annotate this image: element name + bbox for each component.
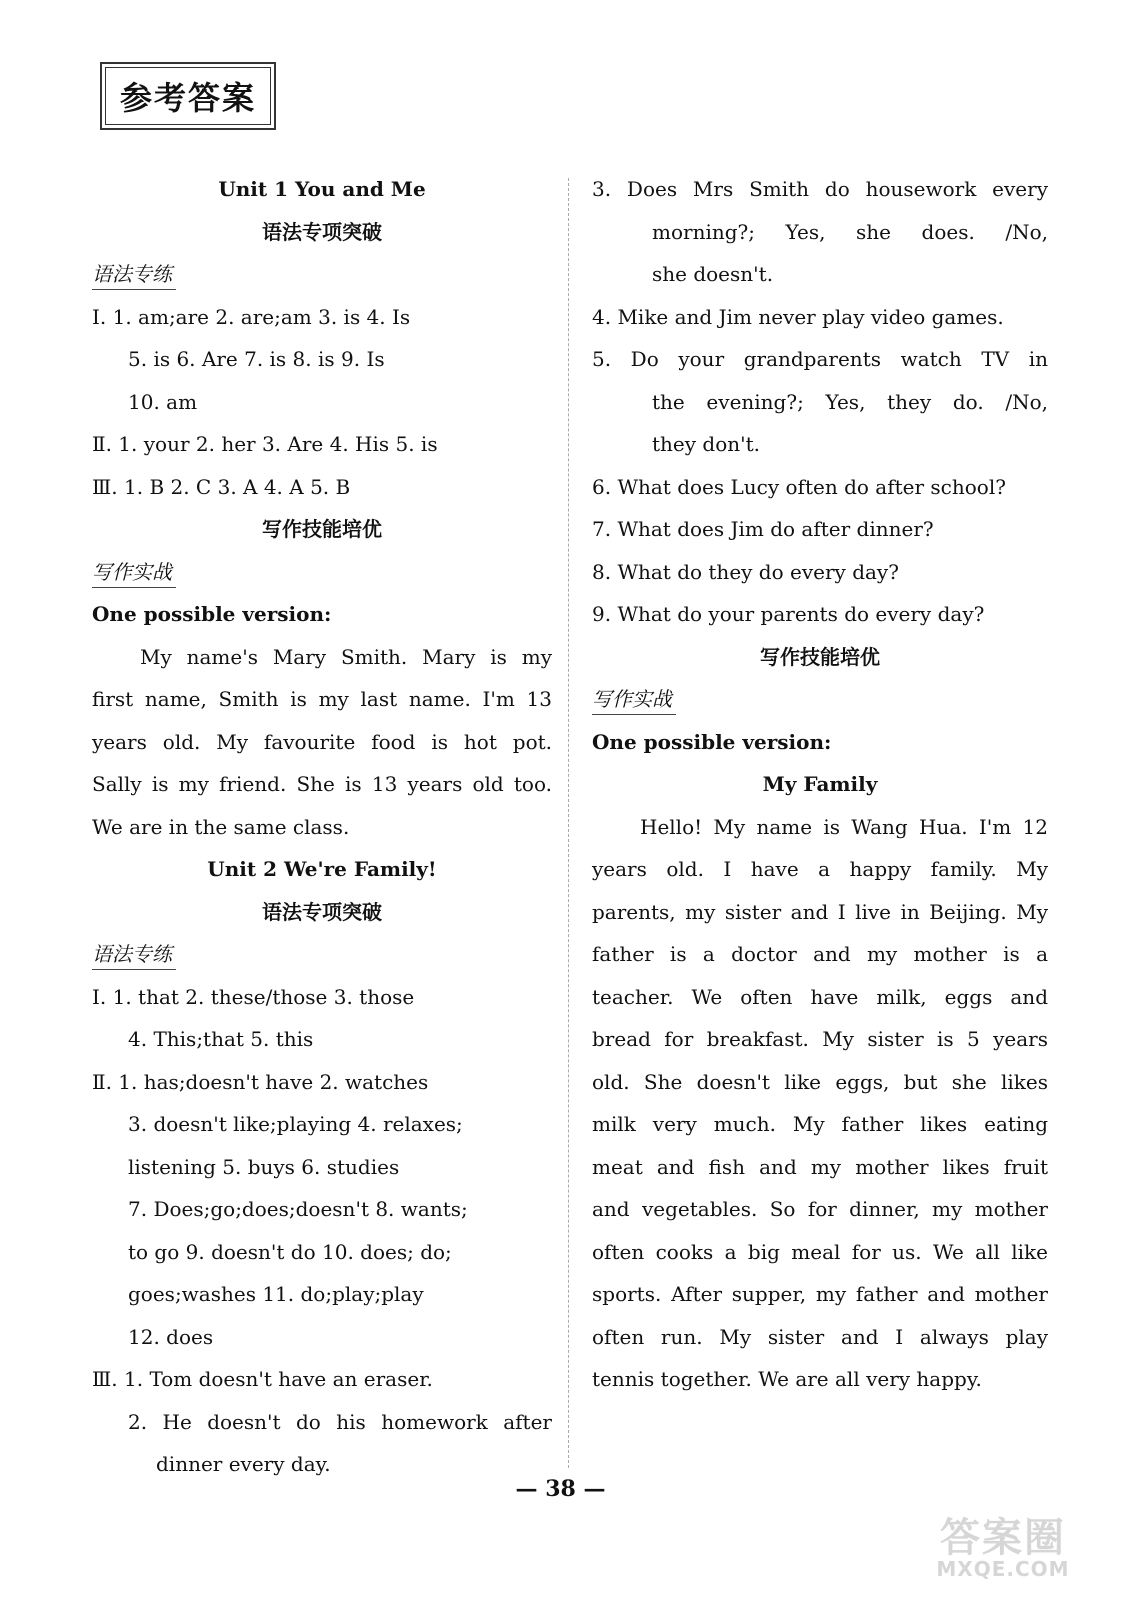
writing-practice-label	[92, 551, 552, 594]
essay-line: years old. I have a happy family. My	[592, 857, 1048, 881]
answer-line: 8. What do they do every day?	[592, 559, 899, 584]
essay-line: bread for breakfast. My sister is 5 years	[592, 1027, 1048, 1051]
answer-line: listening 5. buys 6. studies	[128, 1154, 400, 1179]
essay-line: milk very much. My father likes eating	[592, 1112, 1048, 1136]
answer-line: Ⅲ. 1. B 2. C 3. A 4. A 5. B	[92, 474, 351, 499]
essay-line: Sally is my friend. She is 13 years old too.	[92, 772, 552, 796]
answer-line: 7. What does Jim do after dinner?	[592, 517, 934, 541]
answer-line: to go 9. doesn't do 10. does; do;	[128, 1239, 452, 1264]
answer-line: 10. am	[128, 389, 198, 414]
answer-line: 12. does	[128, 1324, 214, 1349]
essay-line: parents, my sister and I live in Beijing. My	[592, 899, 1048, 924]
essay-title: My Family	[762, 772, 878, 796]
answer-line: 5. Do your grandparents watch TV in	[592, 347, 1048, 371]
answer-line: Ⅰ. 1. am;are 2. are;am 3. is 4. Is	[92, 304, 411, 329]
right-column	[592, 168, 1048, 1401]
watermark-logo	[903, 1515, 1103, 1581]
version-label: One possible version:	[592, 729, 832, 754]
grammar-practice-label	[92, 253, 552, 296]
watermark-logo-text: 答案圈	[940, 1515, 1066, 1561]
answer-line: Ⅲ. 1. Tom doesn't have an eraser.	[92, 1367, 433, 1391]
grammar-practice-label	[92, 933, 552, 976]
answer-line: 6. What does Lucy often do after school?	[592, 474, 1006, 499]
writing-heading: 写作技能培优	[760, 644, 880, 669]
essay-line: and vegetables. So for dinner, my mother	[592, 1197, 1048, 1221]
unit2-heading: Unit 2 We're Family!	[207, 857, 437, 881]
answer-line: 3. doesn't like;playing 4. relaxes;	[128, 1112, 463, 1136]
essay-line: teacher. We often have milk, eggs and	[592, 984, 1048, 1009]
answer-line: the evening?; Yes, they do. /No,	[652, 389, 1048, 414]
writing-heading: 写作技能培优	[262, 517, 382, 541]
answer-line: 9. What do your parents do every day?	[592, 602, 985, 626]
left-column	[92, 168, 552, 1486]
writing-practice-label	[592, 678, 1048, 721]
writing-practice-text: 写作实战	[592, 684, 676, 715]
answer-line: Ⅱ. 1. has;doesn't have 2. watches	[92, 1069, 429, 1094]
unit1-heading: Unit 1 You and Me	[218, 177, 426, 201]
writing-practice-text: 写作实战	[92, 557, 176, 588]
essay-line: Hello! My name is Wang Hua. I'm 12	[640, 814, 1048, 839]
essay-line: first name, Smith is my last name. I'm 13	[92, 687, 552, 711]
essay-line: My name's Mary Smith. Mary is my	[140, 644, 552, 669]
essay-line: years old. My favourite food is hot pot.	[92, 729, 552, 754]
grammar-practice-text: 语法专练	[92, 259, 176, 290]
answer-line: 3. Does Mrs Smith do housework every	[592, 177, 1048, 201]
answer-line: they don't.	[652, 432, 761, 456]
page-title: 参考答案	[100, 62, 276, 130]
answer-line: dinner every day.	[156, 1452, 331, 1476]
essay-line: We are in the same class.	[92, 814, 350, 839]
answer-line: 7. Does;go;does;doesn't 8. wants;	[128, 1197, 468, 1221]
answer-line: Ⅰ. 1. that 2. these/those 3. those	[92, 984, 415, 1009]
answer-line: 2. He doesn't do his homework after	[128, 1409, 552, 1434]
essay-line: meat and fish and my mother likes fruit	[592, 1154, 1048, 1179]
answer-line: she doesn't.	[652, 262, 774, 286]
answer-line: goes;washes 11. do;play;play	[128, 1282, 424, 1306]
essay-line: father is a doctor and my mother is a	[592, 942, 1048, 966]
answer-line: Ⅱ. 1. your 2. her 3. Are 4. His 5. is	[92, 432, 438, 456]
column-divider	[568, 178, 569, 1468]
page-number: — 38 —	[515, 1476, 606, 1502]
answer-line: morning?; Yes, she does. /No,	[652, 219, 1048, 244]
answer-line: 4. This;that 5. this	[128, 1027, 314, 1051]
answer-line: 4. Mike and Jim never play video games.	[592, 304, 1004, 329]
essay-line: old. She doesn't like eggs, but she likes	[592, 1069, 1048, 1094]
answer-line: 5. is 6. Are 7. is 8. is 9. Is	[128, 347, 385, 371]
grammar-practice-text: 语法专练	[92, 939, 176, 970]
essay-line: often cooks a big meal for us. We all like	[592, 1239, 1048, 1264]
grammar-heading: 语法专项突破	[262, 219, 382, 244]
grammar-heading: 语法专项突破	[262, 899, 382, 924]
watermark-domain: MXQE.COM	[936, 1557, 1070, 1581]
essay-line: tennis together. We are all very happy.	[592, 1367, 982, 1391]
essay-line: often run. My sister and I always play	[592, 1324, 1048, 1349]
version-label: One possible version:	[92, 602, 332, 626]
essay-line: sports. After supper, my father and mother	[592, 1282, 1048, 1306]
